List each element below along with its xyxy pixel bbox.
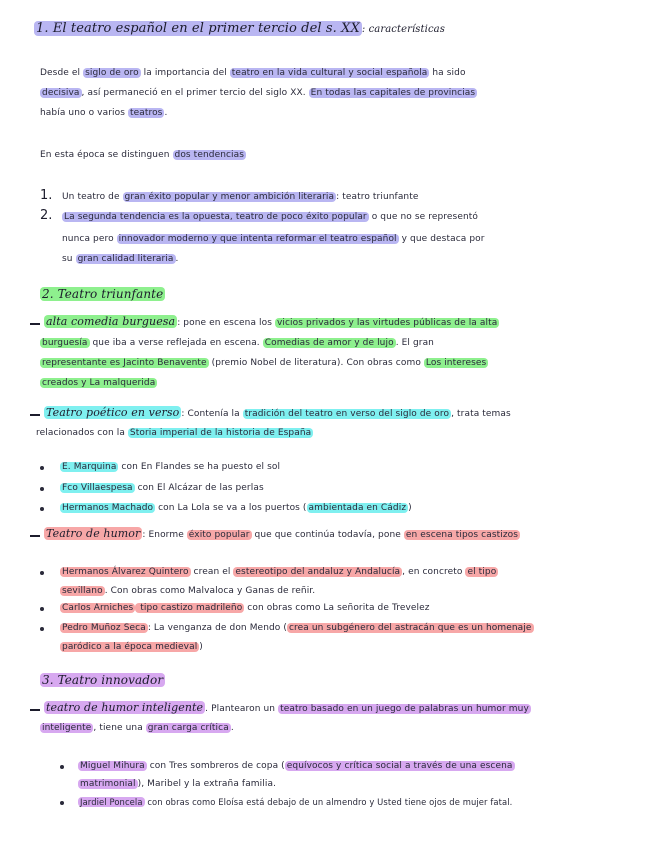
highlight: gran calidad literaria — [77, 254, 174, 264]
poetic-line-2 — [36, 426, 313, 440]
highlight: Los intereses — [425, 358, 487, 368]
bullet — [40, 627, 44, 631]
text: : Contenía la — [181, 409, 243, 419]
highlight: en escena tipos castizos — [405, 530, 519, 540]
text: ), Maribel y la extraña familia. — [137, 779, 277, 789]
poetic-line-1 — [44, 406, 511, 421]
highlight: Hermanos Machado — [62, 503, 154, 513]
bullet — [60, 765, 64, 769]
highlight: matrimonial — [80, 779, 136, 789]
highlight: siglo de oro — [85, 68, 139, 78]
text: . El gran — [395, 338, 434, 348]
text: con obras como La señorita de Trevelez — [244, 603, 430, 613]
innovator-bullet-2 — [78, 795, 512, 809]
bullet — [40, 466, 44, 470]
text: (premio Nobel de literatura). Con obras como — [208, 358, 424, 368]
highlight: La segunda tendencia es la opuesta, teatro de poco éxito popular — [64, 212, 367, 222]
highlight: Miguel Mihura — [80, 761, 145, 771]
highlight: tipo castizo madrileño — [137, 603, 243, 613]
list-item-2-line-3 — [62, 252, 179, 266]
text: la importancia del — [140, 68, 230, 78]
text: . — [164, 108, 168, 118]
highlight: equívocos y crítica social a través de una escena — [286, 761, 513, 771]
highlight: innovador moderno y que intenta reformar el teatro español — [118, 234, 397, 244]
highlight: representante es Jacinto Benavente — [42, 358, 207, 368]
highlight: Pedro Muñoz Seca — [62, 623, 146, 633]
highlight: estereotipo del andaluz y Andalucía — [235, 567, 401, 577]
text: Desde el — [40, 68, 84, 78]
text: nunca pero — [62, 234, 117, 244]
text: , así permaneció en el primer tercio del siglo XX. — [81, 88, 309, 98]
highlight: creados y La malquerida — [42, 378, 156, 388]
highlight: ambientada en Cádiz — [308, 503, 407, 513]
highlight: 3. Teatro innovador — [42, 673, 164, 687]
dash-marker — [30, 535, 40, 537]
subsection-title: Teatro poético en verso — [46, 406, 180, 419]
section-3-title — [40, 673, 165, 687]
text: con obras como Eloísa está debajo de un almendro y Usted tiene ojos de mujer fatal. — [144, 797, 513, 807]
highlight: teatro en la vida cultural y social española — [231, 68, 428, 78]
text: ha sido — [429, 68, 466, 78]
bullet — [60, 801, 64, 805]
highlight: teatros — [129, 108, 163, 118]
list-item-1 — [62, 190, 419, 204]
highlight: Carlos Arniches — [62, 603, 134, 613]
highlight: E. Marquina — [62, 462, 117, 472]
intro-line-3 — [40, 106, 167, 120]
intro-line-1 — [40, 66, 466, 80]
highlight: Comedias de amor y de lujo — [264, 338, 394, 348]
text: crean el — [190, 567, 234, 577]
humor-bullet-3-line-2 — [60, 640, 203, 654]
text: Un teatro de — [62, 192, 123, 202]
text: : pone en escena los — [177, 318, 275, 328]
bullet — [40, 507, 44, 511]
innovator-bullet-1-line-1 — [78, 759, 515, 773]
highlight: gran éxito popular y menor ambición literaria — [124, 192, 335, 202]
text: . — [175, 254, 179, 264]
dash-marker — [30, 414, 40, 416]
text: su — [62, 254, 76, 264]
humor-bullet-2 — [60, 601, 430, 615]
text: , tiene una — [93, 723, 146, 733]
highlight: paródico a la época medieval — [62, 642, 198, 652]
text: con La Lola se va a los puertos ( — [155, 503, 307, 513]
highlight: tradición del teatro en verso del siglo de oro — [244, 409, 450, 419]
highlight: Storia imperial de la historia de España — [129, 428, 312, 438]
highlight: Hermanos Álvarez Quintero — [62, 567, 189, 577]
text: ) — [199, 642, 203, 652]
highlight: decisiva — [42, 88, 80, 98]
humor-line-1 — [44, 527, 520, 542]
highlight: inteligente — [42, 723, 92, 733]
alta-line-1 — [44, 315, 499, 330]
highlight: burguesía — [42, 338, 88, 348]
text: o que no se representó — [368, 212, 478, 222]
highlight: gran carga crítica — [147, 723, 229, 733]
poetic-bullet-1 — [60, 460, 280, 474]
text: . Con obras como Malvaloca y Ganas de reñir. — [104, 586, 316, 596]
text: con Tres sombreros de copa ( — [146, 761, 285, 771]
text: que que continúa todavía, pone — [251, 530, 404, 540]
text: que iba a verse reflejada en escena. — [89, 338, 263, 348]
alta-line-2 — [40, 336, 434, 350]
alta-line-4 — [40, 376, 157, 390]
poetic-bullet-3 — [60, 501, 412, 515]
text: relacionados con la — [36, 428, 128, 438]
text: con El Alcázar de las perlas — [134, 483, 264, 493]
text: . Plantearon un — [205, 704, 279, 714]
humor-bullet-3-line-1 — [60, 621, 534, 635]
title-rest: : características — [361, 24, 445, 35]
title-main: 1. El teatro español en el primer tercio del s. XX — [36, 21, 360, 36]
bullet — [40, 607, 44, 611]
section-2-title — [40, 287, 165, 301]
text: , trata temas — [451, 409, 511, 419]
text: En esta época se distinguen — [40, 150, 173, 160]
highlight: dos tendencias — [174, 150, 245, 160]
epoch-line — [40, 148, 246, 162]
highlight: 2. Teatro triunfante — [42, 287, 164, 301]
intel-line-2 — [40, 721, 234, 735]
highlight: En todas las capitales de provincias — [310, 88, 476, 98]
list-item-2-line-2 — [62, 232, 485, 246]
text: y que destaca por — [398, 234, 485, 244]
dash-marker — [30, 709, 40, 711]
list-item-2-line-1 — [62, 210, 478, 224]
highlight: éxito popular — [188, 530, 250, 540]
highlight: el tipo — [467, 567, 497, 577]
highlight: crea un subgénero del astracán que es un homenaje — [289, 623, 532, 633]
highlight: vicios privados y las virtudes públicas de la alta — [276, 318, 498, 328]
text: : La venganza de don Mendo ( — [147, 623, 287, 633]
list-number-2: 2. — [40, 208, 53, 223]
highlight: Fco Villaespesa — [62, 483, 133, 493]
list-number-1: 1. — [40, 188, 53, 203]
bullet — [40, 571, 44, 575]
highlight: sevillano — [62, 586, 103, 596]
text: ) — [408, 503, 412, 513]
subsection-title: teatro de humor inteligente — [46, 701, 204, 714]
text: : Enorme — [142, 530, 187, 540]
intro-line-2 — [40, 86, 477, 100]
text: había uno o varios — [40, 108, 128, 118]
highlight: teatro basado en un juego de palabras un humor muy — [280, 704, 529, 714]
dash-marker — [30, 323, 40, 325]
text: . — [230, 723, 234, 733]
text: , en concreto — [402, 567, 466, 577]
innovator-bullet-1-line-2 — [78, 777, 276, 791]
humor-bullet-1-line-1 — [60, 565, 498, 579]
bullet — [40, 487, 44, 491]
subsection-title: Teatro de humor — [46, 527, 141, 540]
highlight: Jardiel Poncela — [80, 797, 143, 807]
intel-line-1 — [44, 701, 531, 716]
text: : teatro triunfante — [336, 192, 419, 202]
humor-bullet-1-line-2 — [60, 584, 315, 598]
poetic-bullet-2 — [60, 481, 264, 495]
subsection-title: alta comedia burguesa — [46, 315, 176, 328]
page-title — [34, 22, 445, 37]
alta-line-3 — [40, 356, 488, 370]
text: con En Flandes se ha puesto el sol — [118, 462, 281, 472]
